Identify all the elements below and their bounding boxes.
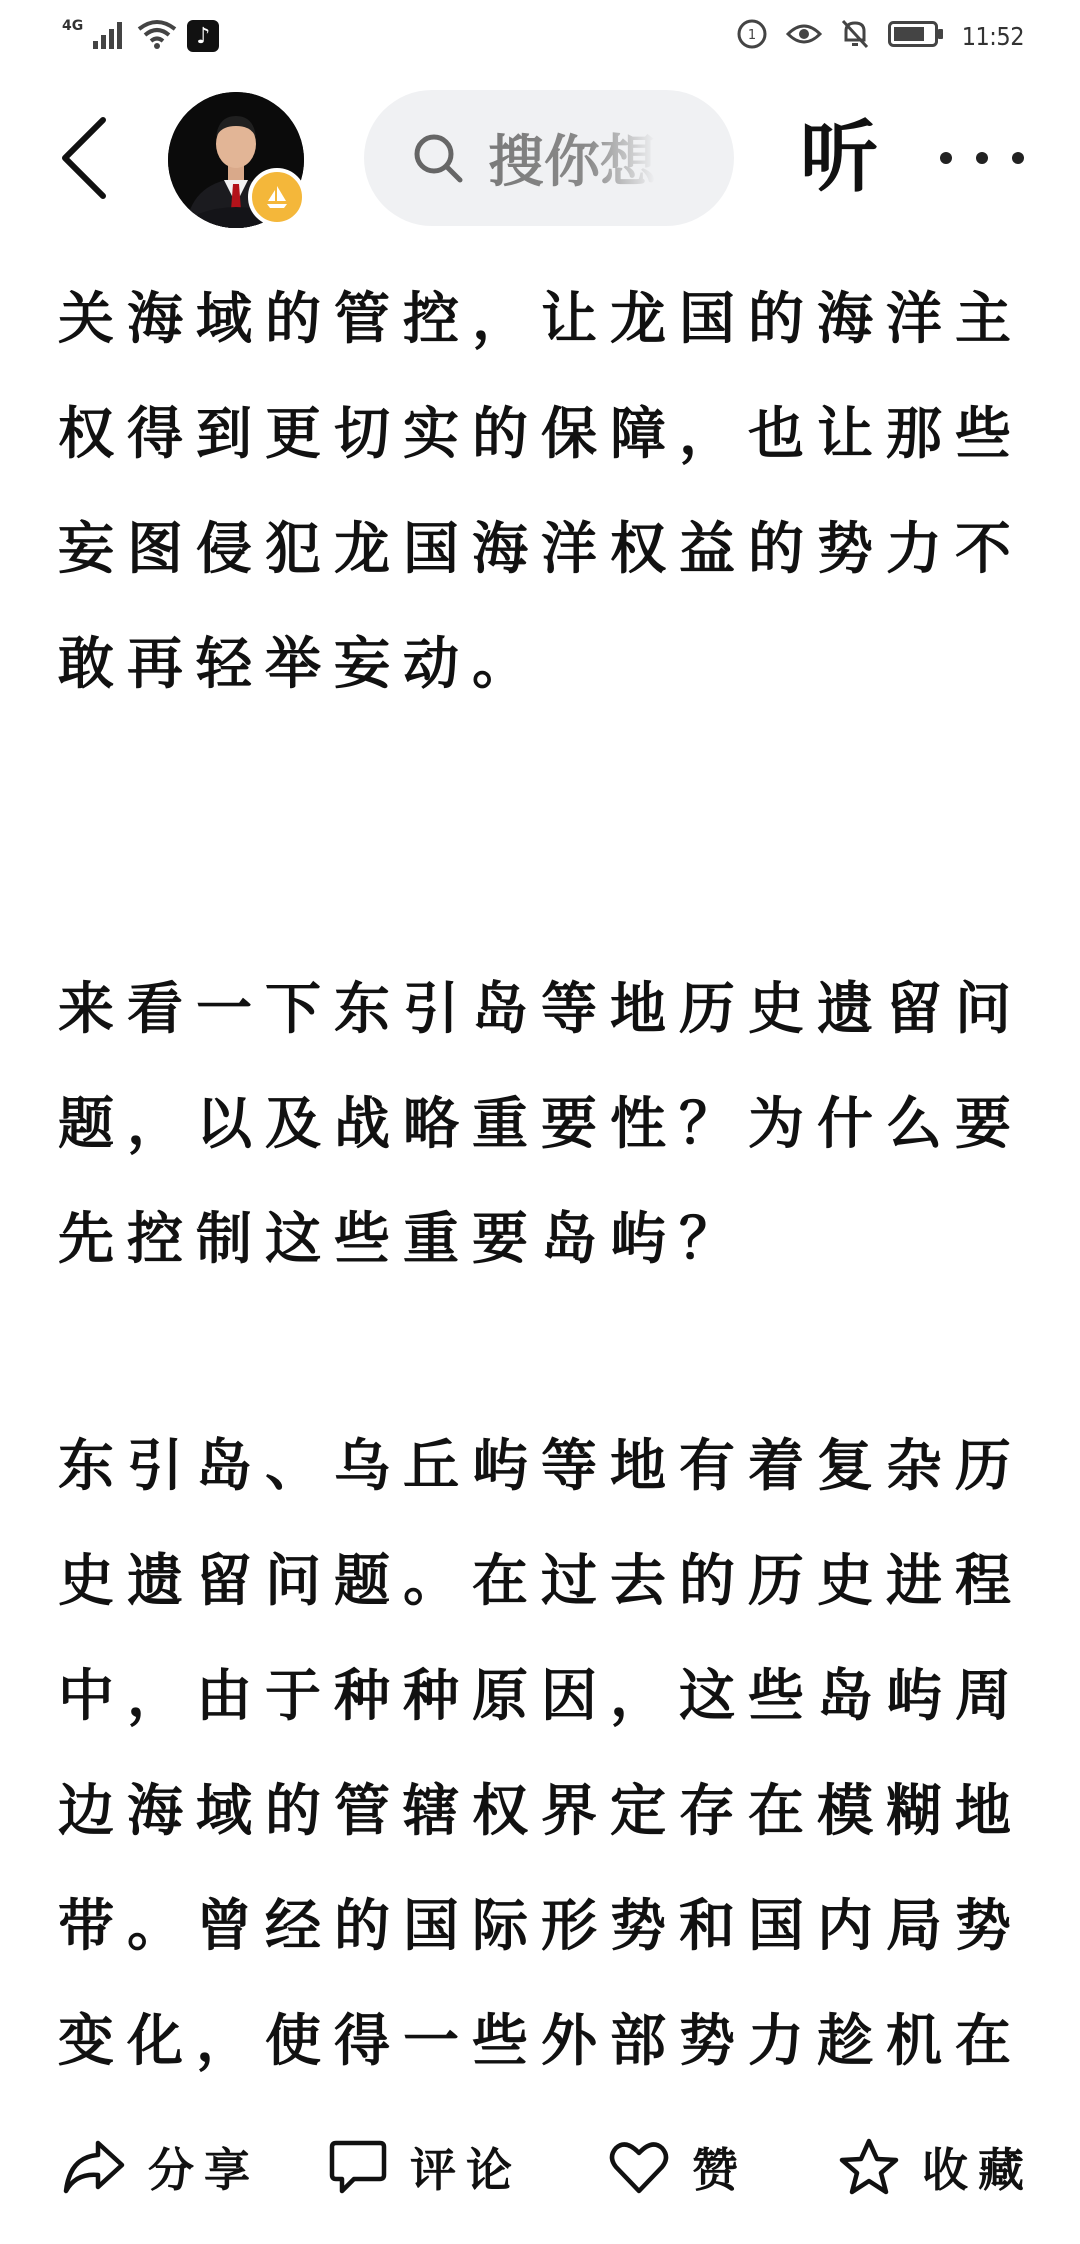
action-bar (0, 2110, 1080, 2244)
listen-button[interactable]: 听 (800, 113, 879, 203)
comment-button[interactable] (328, 2132, 522, 2202)
heart-icon (608, 2139, 670, 2195)
more-icon[interactable] (940, 118, 1024, 198)
star-icon (838, 2137, 900, 2197)
article-paragraph: 东引岛、乌丘屿等地有着复杂历史遗留问题。在过去的历史进程中，由于种种原因，这些岛屿周边海域的管辖权界定存在模糊地带。曾经的国际形势和国内局势变化，使得一些外部势力趁机在 (58, 1433, 1024, 2074)
author-avatar[interactable] (168, 92, 304, 228)
more-dot (940, 152, 952, 164)
article-paragraph: 关海域的管控，让龙国的海洋主权得到更切实的保障，也让那些妄图侵犯龙国海洋权益的势力不敢再轻举妄动。 (58, 286, 1024, 697)
wifi-icon (137, 19, 177, 53)
more-dot (976, 152, 988, 164)
article-paragraph: 来看一下东引岛等地历史遗留问题，以及战略重要性？为什么要先控制这些重要岛屿？ (58, 976, 1024, 1272)
favorite-button[interactable] (838, 2132, 1034, 2202)
share-button[interactable] (62, 2132, 260, 2202)
battery-icon (888, 20, 944, 52)
network-type: 4G (62, 18, 84, 34)
mute-icon (840, 18, 870, 54)
comment-label: 评论 (410, 2143, 522, 2197)
like-button[interactable] (608, 2132, 748, 2202)
status-bar (0, 0, 1080, 72)
article-body (58, 262, 1028, 2099)
like-label: 赞 (692, 2143, 748, 2197)
search-placeholder: 搜你想 (488, 118, 656, 198)
share-icon (62, 2137, 126, 2197)
svg-text:1: 1 (747, 28, 756, 43)
status-right (736, 18, 1024, 54)
share-label: 分享 (148, 2143, 260, 2197)
back-chevron-icon (59, 116, 109, 200)
data-saver-icon (736, 18, 768, 54)
tiktok-icon: ♪ (187, 20, 219, 52)
comment-icon (328, 2139, 388, 2195)
clock: 11:52 (961, 21, 1024, 51)
more-dot (1012, 152, 1024, 164)
top-bar (0, 90, 1080, 230)
status-left (62, 18, 219, 54)
favorite-label: 收藏 (922, 2143, 1034, 2197)
search-icon (408, 128, 468, 188)
back-button[interactable] (54, 118, 114, 198)
search-box[interactable] (364, 90, 734, 226)
eye-icon (786, 21, 822, 51)
signal-icon (93, 19, 127, 53)
sailboat-badge-icon (248, 168, 306, 226)
